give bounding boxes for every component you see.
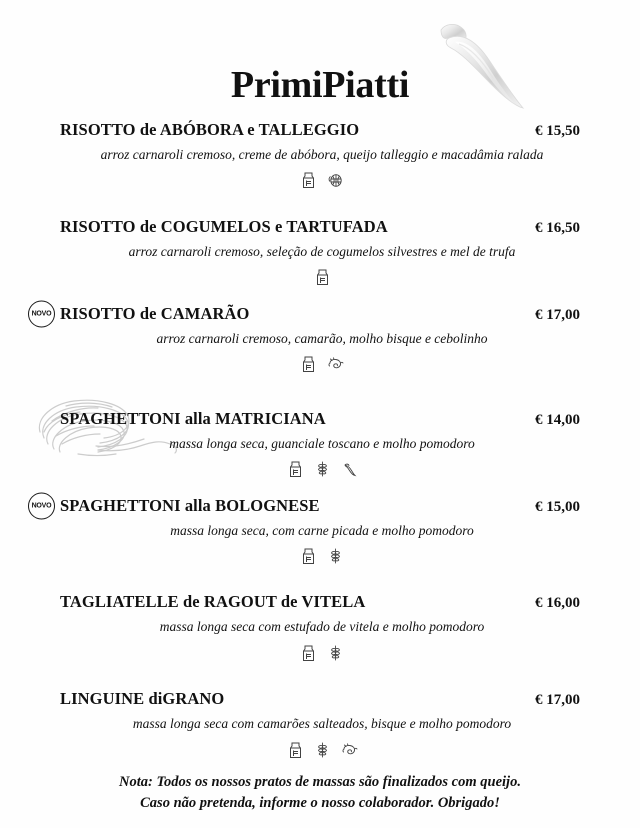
menu-item-price: € 15,00 [535, 498, 580, 515]
menu-item-header [60, 120, 584, 140]
menu-item-description: arroz carnaroli cremoso, creme de abóbora, queijo talleggio e macadâmia ralada [100, 147, 544, 162]
menu-item-name-wrap [60, 217, 388, 237]
milk-icon [287, 459, 304, 478]
menu-item-header [31, 495, 584, 516]
new-badge: NOVO [28, 300, 55, 327]
menu-item-header [60, 217, 584, 237]
menu-item-name-wrap [31, 303, 250, 324]
menu-item-description: massa longa seca com camarões salteados, bisque e molho pomodoro [132, 716, 512, 732]
allergen-row [60, 353, 584, 375]
gluten-icon [314, 459, 331, 478]
menu-item-name: TAGLIATELLE de RAGOUT de VITELA [60, 592, 366, 612]
allergen-row [60, 458, 584, 480]
gluten-icon [314, 740, 331, 759]
menu-note-line-2: Caso não pretenda, informe o nosso colaborador. Obrigado! [140, 795, 500, 812]
gluten-icon [327, 546, 344, 565]
new-badge: NOVO [28, 492, 55, 519]
allergen-row [60, 738, 584, 760]
menu-item-name-wrap [60, 120, 359, 140]
milk-icon [300, 643, 317, 662]
milk-icon [287, 740, 304, 759]
menu-item-header [60, 409, 584, 429]
menu-item-price: € 15,50 [535, 123, 580, 139]
menu-item-price: € 17,00 [535, 692, 580, 709]
menu-item[interactable] [60, 409, 584, 480]
menu-item-name-wrap [60, 592, 365, 612]
menu-item-name: SPAGHETTONI alla MATRICIANA [60, 408, 326, 428]
menu-item-name: RISOTTO de COGUMELOS e TARTUFADA [60, 216, 388, 236]
gluten-icon [327, 643, 344, 662]
menu-item-header [31, 303, 584, 324]
menu-item[interactable] [31, 495, 584, 567]
milk-icon [314, 267, 331, 286]
menu-item[interactable] [60, 689, 584, 760]
menu-item-name: LINGUINE diGRANO [60, 689, 225, 709]
allergen-row [60, 169, 584, 191]
menu-item-price: € 17,00 [535, 306, 580, 323]
milk-icon [300, 546, 317, 565]
menu-item-price: € 14,00 [535, 411, 580, 428]
menu-item-name-wrap [60, 409, 326, 429]
menu-item-name: RISOTTO de CAMARÃO [60, 303, 250, 323]
menu-item-description: massa longa seca, com carne picada e molho pomodoro [170, 522, 474, 538]
menu-item-description: massa longa seca, guanciale toscano e molho pomodoro [169, 435, 475, 451]
menu-item-name: RISOTTO de ABÓBORA e TALLEGGIO [60, 120, 360, 139]
shrimp-icon [341, 740, 358, 759]
allergen-row [60, 641, 584, 663]
menu-item-description: massa longa seca com estufado de vitela e molho pomodoro [159, 619, 485, 635]
chili-icon [341, 459, 358, 478]
menu-item[interactable] [60, 592, 584, 663]
menu-item[interactable] [31, 303, 584, 375]
allergen-row [60, 544, 584, 566]
menu-item-list [0, 120, 640, 760]
milk-icon [300, 170, 317, 189]
menu-item[interactable] [60, 217, 584, 288]
menu-item-header [60, 689, 584, 709]
menu-item-name-wrap [31, 495, 320, 516]
allergen-row [60, 266, 584, 288]
menu-note [0, 772, 640, 814]
menu-item-name: SPAGHETTONI alla BOLOGNESE [60, 495, 320, 515]
page-title: PrimiPiatti [230, 64, 410, 106]
milk-icon [300, 354, 317, 373]
menu-item-description: arroz carnaroli cremoso, camarão, molho bisque e cebolinho [156, 330, 488, 346]
nut-icon [327, 170, 344, 189]
menu-item-name-wrap [60, 689, 224, 709]
menu-item-header [60, 592, 584, 612]
menu-item-description: arroz carnaroli cremoso, seleção de cogumelos silvestres e mel de trufa [128, 243, 516, 259]
menu-item[interactable] [60, 120, 584, 191]
shrimp-icon [327, 354, 344, 373]
menu-item-price: € 16,00 [535, 595, 580, 612]
menu-note-line-1: Nota: Todos os nossos pratos de massas são finalizados com queijo. [119, 774, 521, 791]
menu-item-price: € 16,50 [535, 219, 580, 236]
